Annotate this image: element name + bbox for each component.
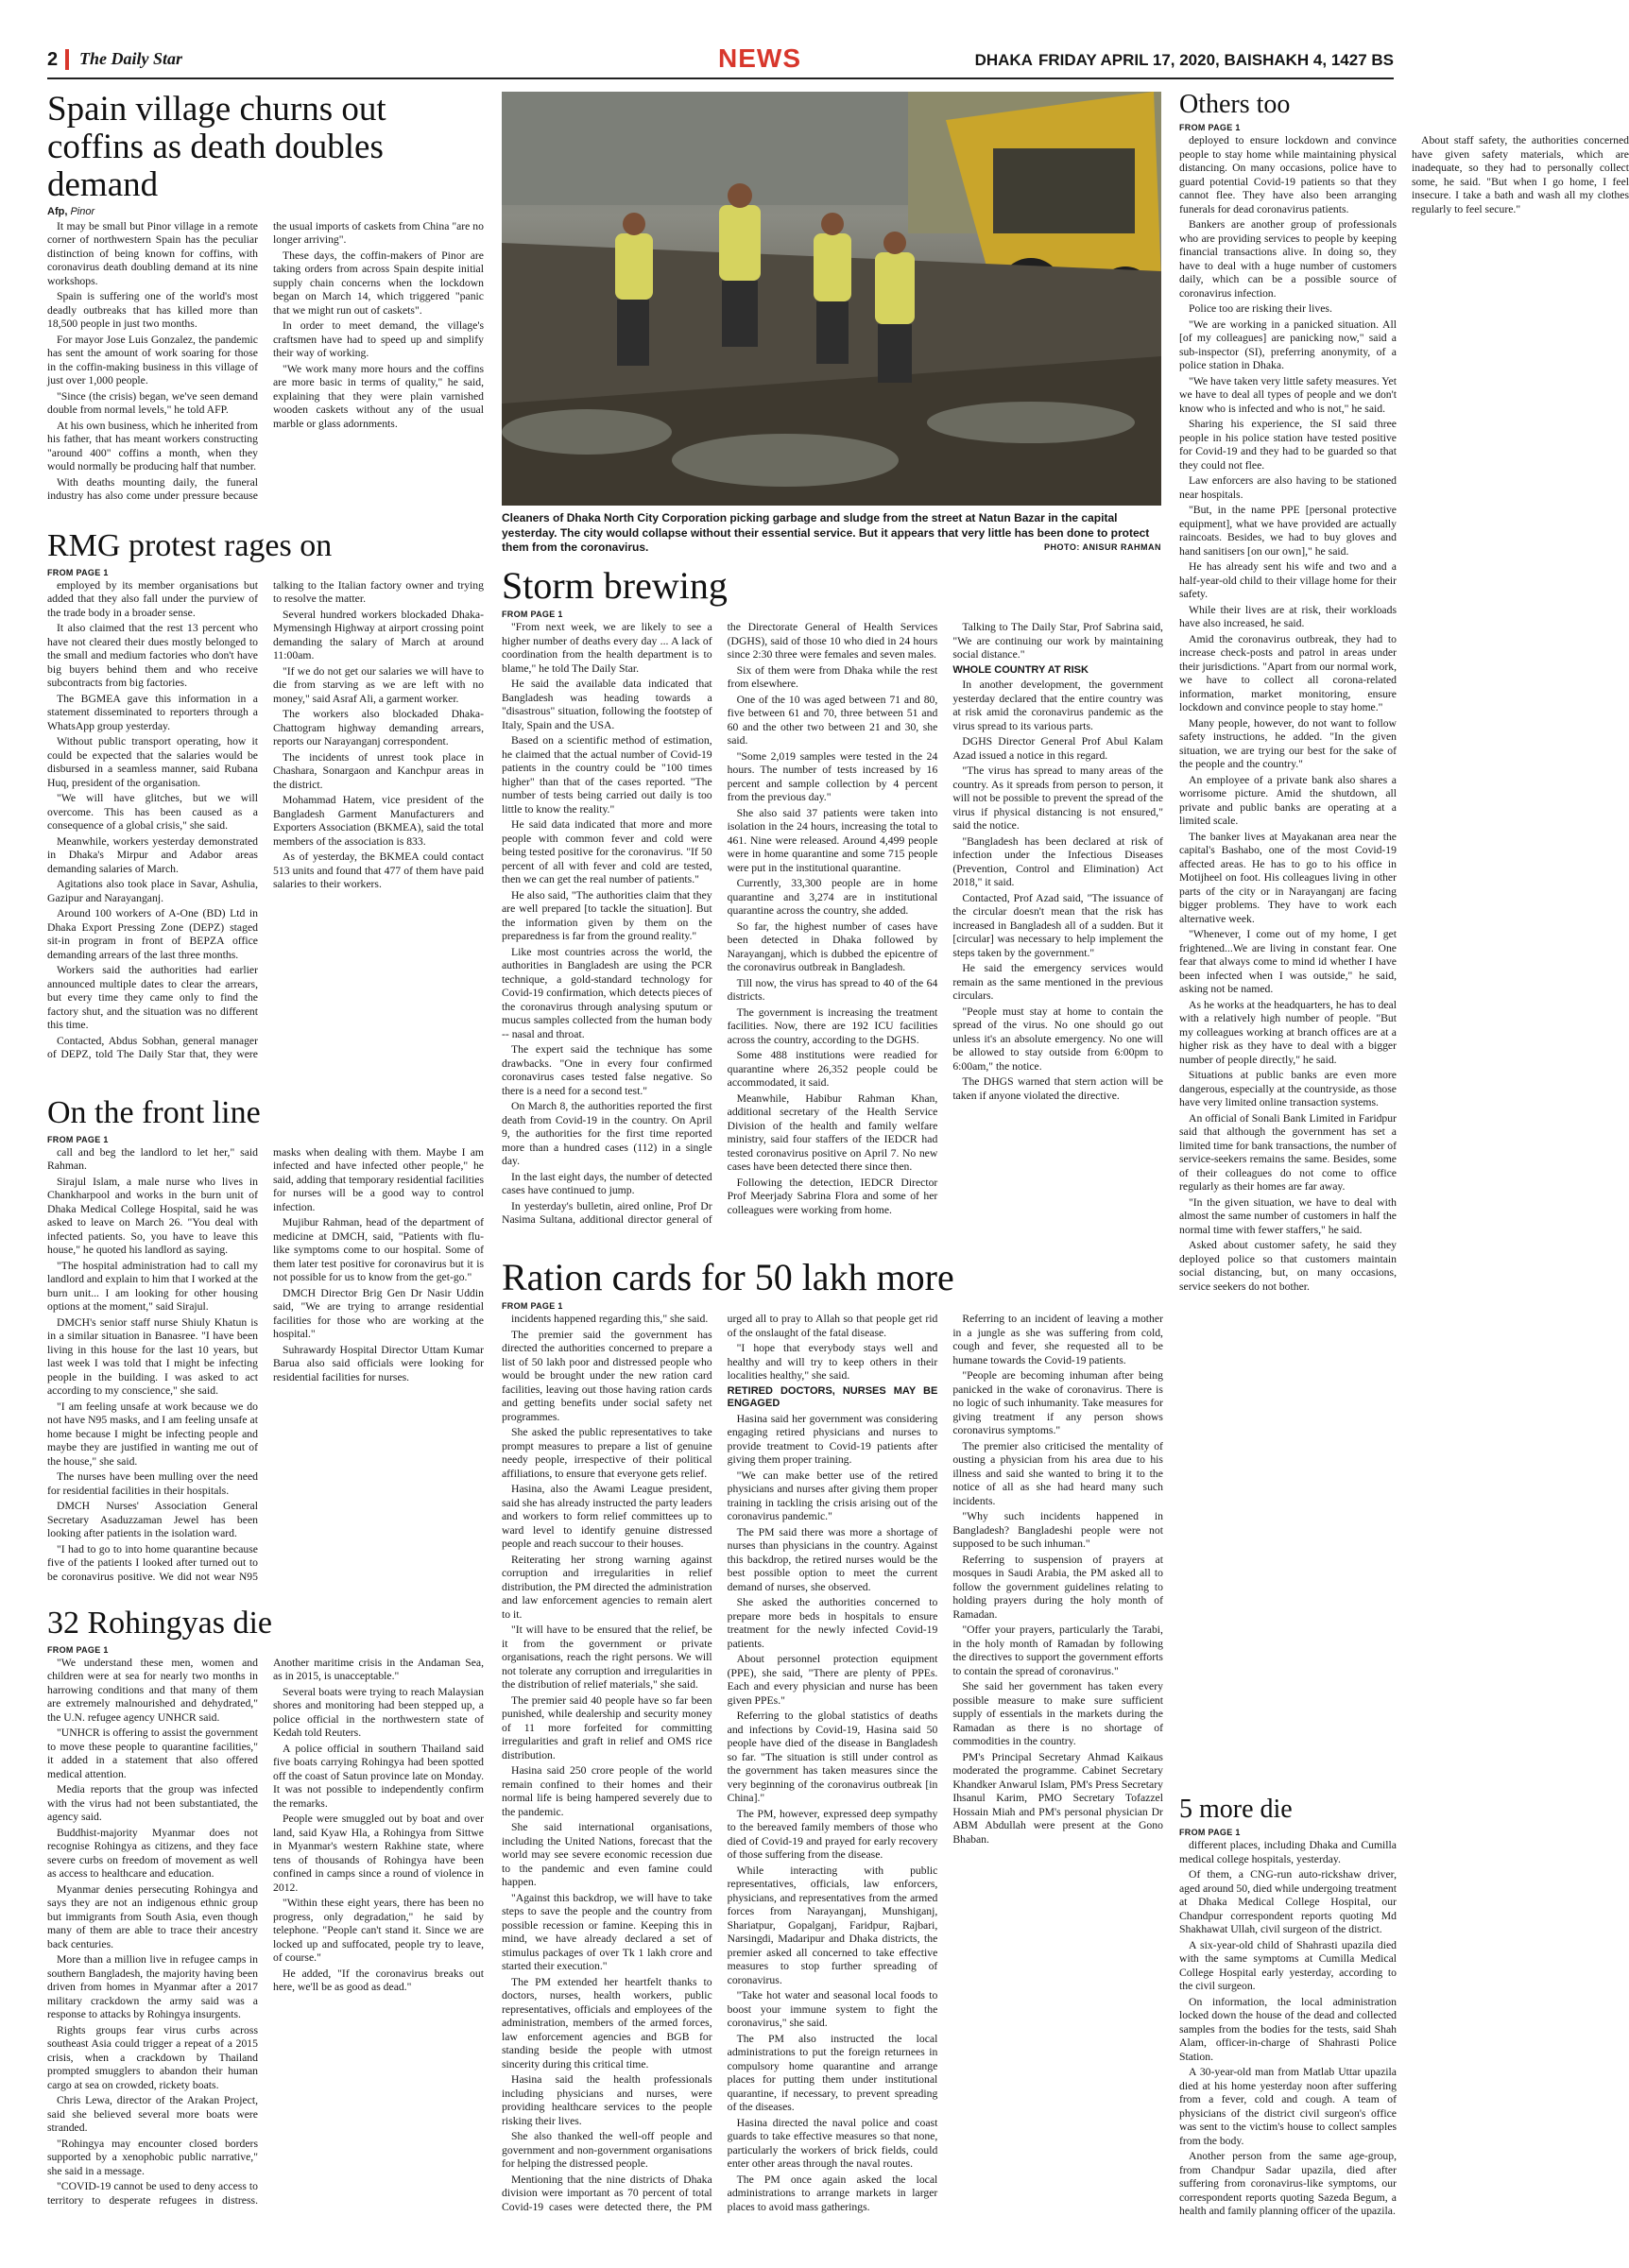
subheading-ration: RETIRED DOCTORS, NURSES MAY BE ENGAGED bbox=[727, 1384, 938, 1410]
byline-agency: Afp, bbox=[47, 205, 68, 217]
paragraph: "But, in the name PPE [personal protective equipment], what we have provided are actually raincoats. Besides, we had to buy gloves and hand sanitisers [on our own]," he said. bbox=[1179, 504, 1397, 558]
paragraph: Many people, however, do not want to follow safety instructions, he added. "In the given situation, we are trying our best for the sake of the people and the country." bbox=[1179, 716, 1397, 771]
body-fivemore bbox=[1179, 1839, 1397, 2236]
paragraph: Police too are risking their lives. bbox=[1189, 302, 1332, 316]
news-photo bbox=[502, 92, 1161, 506]
paragraph: One of the 10 was aged between 71 and 80, five between 61 and 70, three between 51 and 60 and the other two between 21 and 30, she said. bbox=[727, 693, 938, 747]
paragraph: DMCH Director Brig Gen Dr Nasir Uddin said, "We are trying to arrange residential facilities for those who are working at the hospital." bbox=[273, 1286, 484, 1341]
paragraph: It may be small but Pinor village in a remote corner of northwestern Spain has the peculiar distinction of being known for coffins, with coronavirus death doubling demand at its nine workshops. bbox=[47, 219, 258, 287]
paragraph: The PM once again asked the local administrations to arrange markets in larger places to avoid mass gatherings. bbox=[727, 2173, 938, 2213]
paragraph: Sharing his experience, the SI said three people in his police station have tested positive for Covid-19 and they had to be guarded so that they could not flee. bbox=[1179, 418, 1397, 472]
paragraph: "UNHCR is offering to assist the government to move these people to quarantine facilities," it added in a statement that also offered medical attention. bbox=[47, 1727, 258, 1780]
paragraph: Another person from the same age-group, from Chandpur Sadar upazila, died after suffering from coronavirus-like symptoms, our correspondent reports quoting Sazeda Begum, a health and family planning officer of the upazila. bbox=[1179, 2150, 1397, 2218]
paragraph: The PM, however, expressed deep sympathy to the bereaved family members of those who died of Covid-19 and prayed for early recovery of those suffering from the disease. bbox=[727, 1807, 938, 1862]
paragraph: Mentioning that the nine districts of Dhaka division were important as 70 percent of total Covid-19 cases were detected there, the PM urged all to pray to Allah so that people get rid of the onslaught of the fatal disease. bbox=[502, 1313, 938, 2213]
paragraph: "We are working in a panicked situation. All [of my colleagues] are panicking now," said a sub-inspector (SI), preferring anonymity, of a police station in Dhaka. bbox=[1179, 318, 1397, 372]
paragraph: At his own business, which he inherited from his father, that has meant workers constructing "around 400" coffins a month, when they would normally be producing half that number. bbox=[47, 419, 258, 473]
paragraph: As of yesterday, the BKMEA could contact 513 units and found that 477 of them have paid salaries to their workers. bbox=[273, 850, 484, 891]
paragraph: Law enforcers are also having to be stationed near hospitals. bbox=[1179, 474, 1397, 501]
paragraph: Contacted, Abdus Sobhan, general manager of DEPZ, told The Daily Star that, they were talking to the Italian factory owner and trying to resolve the matter. bbox=[47, 578, 484, 1061]
paragraph: Agitations also took place in Savar, Ashulia, Gazipur and Narayanganj. bbox=[47, 878, 258, 904]
paragraph: Rights groups fear virus curbs across southeast Asia could trigger a repeat of a 2015 crisis, when a crackdown by Thailand prompted smugglers to abandon their human cargo at sea on crowded, rickety boats. bbox=[47, 2023, 258, 2091]
paragraph: The nurses have been mulling over the need for residential facilities in their hospitals. bbox=[47, 1470, 258, 1497]
dateline bbox=[975, 51, 1394, 70]
paragraph: Contacted, Prof Azad said, "The issuance of the circular doesn't mean that the risk has increased in Bangladesh all of a sudden. But it [circular] was necessary to help implement the steps taken by the government." bbox=[952, 891, 1163, 959]
paragraph: With deaths mounting daily, the funeral industry has also come under pressure because the usual imports of caskets from China "are no longer arriving". bbox=[47, 219, 484, 503]
kicker-rmg: FROM PAGE 1 bbox=[47, 567, 109, 577]
paragraph: The PM extended her heartfelt thanks to doctors, nurses, health workers, public representatives, officials and employees of the administration, members of the armed forces, law enforcement agencies and BGB for standing beside the people with utmost sincerity during this critical time. bbox=[502, 1975, 712, 2070]
paragraph: DGHS Director General Prof Abul Kalam Azad issued a notice in this regard. bbox=[952, 735, 1163, 762]
paragraph: An employee of a private bank also shares a worrisome picture. Amid the shutdown, all private and public banks are operating at a limited scale. bbox=[1179, 773, 1397, 828]
paragraph: "Rohingya may encounter closed borders supported by a xenophobic public narrative," she said in a message. bbox=[47, 2137, 258, 2177]
paragraph: While their lives are at risk, their workloads have also increased, he said. bbox=[1179, 603, 1397, 630]
paragraph: Workers said the authorities had earlier announced multiple dates to clear the arrears, but every time they came only to find the factory shut, and the situation was no different this time. bbox=[47, 964, 258, 1032]
headline-rohingya: 32 Rohingyas die bbox=[47, 1606, 272, 1641]
paragraph: Referring to the global statistics of deaths and infections by Covid-19, Hasina said 50 people have died of the disease in Bangladesh so far. "The situation is still under control as the government has taken measures since the very beginning of the coronavirus outbreak [in China]." bbox=[727, 1710, 938, 1805]
paragraph: "In the given situation, we have to deal with almost the same number of customers in half the normal time with fewer staffers," he said. bbox=[1179, 1195, 1397, 1236]
paragraph: A 30-year-old man from Matlab Uttar upazila died at his home yesterday noon after suffering from a fever, cold and cough. A team of physicians of the district civil surgeon's office was sent to the victim's house to collect samples from the body. bbox=[1179, 2066, 1397, 2147]
paragraph: It also claimed that the rest 13 percent who have not cleared their dues mostly belonged to the small and medium factories who don't have big buyers behind them and who receive subcontracts from big factories. bbox=[47, 622, 258, 690]
paragraph: Several hundred workers blockaded Dhaka-Mymensingh Highway at airport crossing point demanding the salary of March at around 11:00am. bbox=[273, 608, 484, 662]
article-frontline bbox=[47, 1096, 484, 1597]
body-others bbox=[1179, 134, 1629, 1306]
paragraph: More than a million live in refugee camps in southern Bangladesh, the majority having been driven from homes in Myanmar after a 2017 military crackdown the army said was a response to attacks by Rohingya insurgents. bbox=[47, 1953, 258, 2021]
paragraph: Currently, 33,300 people are in home quarantine and 3,274 are in institutional quarantine across the country, she added. bbox=[727, 877, 938, 918]
paragraph: Mohammad Hatem, vice president of the Bangladesh Garment Manufacturers and Exporters Association (BKMEA), said the total members of the association is 833. bbox=[273, 794, 484, 848]
paragraph: incidents happened regarding this," she said. bbox=[511, 1313, 709, 1326]
kicker-storm: FROM PAGE 1 bbox=[502, 610, 563, 620]
paragraph: "Whenever, I come out of my home, I get frightened...We are living in constant fear. One fear that always come to mind id whether I have been infected when I was outside," he said, asking not be named. bbox=[1179, 928, 1397, 996]
paragraph: "I am feeling unsafe at work because we do not have N95 masks, and I am feeling unsafe at home because I might be infecting people and maybe they are justified in wanting me out of the house," she said. bbox=[47, 1400, 258, 1468]
paragraph: The premier said the government has directed the authorities concerned to prepare a list of 50 lakh poor and distressed people who would be brought under the new ration card facilities, leaving out those having ration cards and getting benefits under social safety net programmes. bbox=[502, 1328, 712, 1423]
paragraph: On March 8, the authorities reported the first death from Covid-19 in the country. On April 9, the authorities for the first time reported more than a hundred cases (112) in a single day. bbox=[502, 1100, 712, 1168]
paragraph: different places, including Dhaka and Cumilla medical college hospitals, yesterday. bbox=[1179, 1839, 1397, 1865]
paragraph: Amid the coronavirus outbreak, they had to increase check-posts and patrol in areas under their jurisdictions. "Apart from our normal work, we have to collect all corona-related information, market monitoring, ensure lockdown and convince people to stay home." bbox=[1179, 632, 1397, 714]
paragraph: "People are becoming inhuman after being panicked in the wake of coronavirus. There is no logic of such inhumanity. Take measures for giving treatment if any person shows coronavirus symptoms." bbox=[952, 1369, 1163, 1437]
body-rmg bbox=[47, 579, 484, 1080]
paragraph: An official of Sonali Bank Limited in Faridpur said that although the government has set a limited time for bank transactions, the number of service-seekers remains the same. Besides, some of their colleagues do not come to office regularly as their homes are far away. bbox=[1179, 1111, 1397, 1194]
kicker-others: FROM PAGE 1 bbox=[1179, 123, 1241, 133]
paragraph: "We work many more hours and the coffins are more basic in terms of quality," he said, explaining that they were plain varnished wooden caskets without any of the usual marble or glass adornments. bbox=[273, 362, 484, 430]
paragraph: "Offer your prayers, particularly the Tarabi, in the holy month of Ramadan by following the directives to support the government efforts to contain the spread of coronavirus." bbox=[952, 1624, 1163, 1677]
paragraph: Situations at public banks are even more dangerous, especially at the countryside, as those have very limited online transaction systems. bbox=[1179, 1069, 1397, 1109]
paragraph: Media reports that the group was infected with the virus had not been substantiated, the agency said. bbox=[47, 1783, 258, 1824]
paragraph: Hasina said the health professionals including physicians and nurses, were providing healthcare services to the people risking their lives. bbox=[502, 2073, 712, 2127]
paragraph: "Why such incidents happened in Bangladesh? Bangladeshi people were not supposed to be such inhuman." bbox=[952, 1510, 1163, 1551]
paragraph: Some 488 institutions were readied for quarantine where 26,352 people could be accommodated, it said. bbox=[727, 1049, 938, 1090]
paragraph: Based on a scientific method of estimation, he claimed that the actual number of Covid-19 patients in the country could be "100 times higher" than that of the cases reported. "The number of tests being carried out daily is too little to know the reality." bbox=[502, 734, 712, 816]
dateline-city: DHAKA bbox=[974, 51, 1033, 69]
byline-place: Pinor bbox=[70, 205, 95, 217]
paragraph: In another development, the government yesterday declared that the entire country was at risk amid the coronavirus pandemic as the virus spread to its various parts. bbox=[952, 679, 1163, 732]
paragraph: He added, "If the coronavirus breaks out here, we'll be as good as dead." bbox=[273, 1967, 484, 1994]
article-ration bbox=[502, 1257, 1163, 2240]
paper-logo: The Daily Star bbox=[79, 49, 183, 68]
article-others bbox=[1179, 90, 1629, 1310]
paragraph: Without public transport operating, how it could be expected that the salaries would be disbursed in a seamless manner, said Rubana Huq, president of the organisation. bbox=[47, 735, 258, 789]
byline-spain bbox=[47, 206, 484, 217]
photo-credit: PHOTO: ANISUR RAHMAN bbox=[1044, 542, 1161, 553]
photo-caption bbox=[502, 511, 1161, 556]
paragraph: The incidents of unrest took place in Chashara, Sonargaon and Kanchpur areas in the district. bbox=[273, 750, 484, 791]
paragraph: He also said, "The authorities claim that they are well prepared [to tackle the situation]. But the information given by them on the preparedness is far from the ground reality." bbox=[502, 888, 712, 943]
paragraph: So far, the highest number of cases have been detected in Dhaka followed by Narayanganj, which is dubbed the epicentre of the coronavirus outbreak in Bangladesh. bbox=[727, 919, 938, 974]
paragraph: Of them, a CNG-run auto-rickshaw driver, aged around 50, died while undergoing treatment at Dhaka Medical College Hospital, our Chandpur correspondent reports quoting Md Shakhawat Ullah, civil surgeon of the district. bbox=[1179, 1868, 1397, 1936]
paragraph: Reiterating her strong warning against corruption and irregularities in relief distribution, the PM directed the administration and law enforcement agencies to remain alert to it. bbox=[502, 1553, 712, 1621]
paragraph: Sirajul Islam, a male nurse who lives in Chankharpool and works in the burn unit of Dhaka Medical College Hospital, said he was asked to leave on March 26. "You deal with infected patients. So, you have to leave this house," he quoted his landlord as saying. bbox=[47, 1175, 258, 1257]
paragraph: "I hope that everybody stays well and healthy and will try to keep others in their localities healthy," she said. bbox=[727, 1342, 938, 1383]
paragraph: "Take hot water and seasonal local foods to boost your immune system to fight the coronavirus," she said. bbox=[727, 1989, 938, 2030]
paragraph: PM's Principal Secretary Ahmad Kaikaus moderated the programme. Cabinet Secretary Khandker Anwarul Islam, PM's Press Secretary Ihsanul Karim, PMO Secretary Tofazzel Hossain Miah and PM's personal physician Dr ABM Abdullah were present at the Gono Bhaban. bbox=[952, 1750, 1163, 1846]
paragraph: Following the detection, IEDCR Director Prof Meerjady Sabrina Flora and some of her colleagues were working from home. bbox=[727, 1176, 938, 1216]
paragraph: The premier said 40 people have so far been punished, while dealership and security money of 11 more forfeited for committing irregularities and graft in relief and OMS rice distribution. bbox=[502, 1693, 712, 1761]
article-rohingya bbox=[47, 1606, 484, 2240]
paragraph: The banker lives at Mayakanan area near the capital's Bashabo, one of the most Covid-19 affected areas. He has to go to his office in Motijheel on foot. His colleagues living in other parts of the city or in Narayanganj are facing bigger problems. They have to work each alternative week. bbox=[1179, 830, 1397, 925]
paragraph: "From next week, we are likely to see a higher number of deaths every day ... A lack of coordination from the health department is to blame," he told The Daily Star. bbox=[502, 621, 712, 675]
paragraph: Mujibur Rahman, head of the department of medicine at DMCH, said, "Patients with flu-like symptoms come to our hospital. Some of them later test positive for coronavirus but it is not possible for us to know from the get-go." bbox=[273, 1216, 484, 1284]
paragraph: DMCH's senior staff nurse Shiuly Khatun is in a similar situation in Banasree. "I have been living in this house for the last 10 years, but last week I was told that I might be infecting people in the building. I was asked to act according to my conscience," she said. bbox=[47, 1315, 258, 1398]
headline-others: Others too bbox=[1179, 90, 1291, 119]
headline-frontline: On the front line bbox=[47, 1095, 261, 1130]
paragraph: Buddhist-majority Myanmar does not recognise Rohingya as citizens, and they face severe curbs on freedom of movement as well as access to healthcare and education. bbox=[47, 1826, 258, 1881]
cleaners-illustration bbox=[502, 92, 1161, 506]
paragraph: Hasina, also the Awami League president, said she has already instructed the party leaders and workers to form relief committees up to ward level to identify genuine distressed people and reach succour to their houses. bbox=[502, 1483, 712, 1551]
paragraph: employed by its member organisations but added that they also fall under the purview of the trade body in a broader sense. bbox=[47, 578, 258, 619]
paragraph: In yesterday's bulletin, aired online, Prof Dr Nasima Sultana, additional director general of the Directorate General of Health Services (DGHS), said of those 10 who died in 24 hours since 2:30 three were females and seven males. bbox=[502, 621, 938, 1227]
paragraph: "I had to go to into home quarantine because five of the patients I looked after turned out to be coronavirus positive. We did not wear N95 masks when dealing with them. Maybe I am infected and have infected other people," he said, adding that temporary residential facilities for nurses will be a good way to control infection. bbox=[47, 1145, 484, 1583]
paragraph: He said the available data indicated that Bangladesh was heading towards a "disastrous" situation, following the footstep of Italy, Spain and the USA. bbox=[502, 678, 712, 731]
paragraph: She said her government has taken every possible measure to make sure sufficient supply of essentials in the markets during the Ramadan as there is no shortage of commodities in the country. bbox=[952, 1680, 1163, 1748]
paragraph: The expert said the technique has some drawbacks. "One in every four confirmed coronavirus cases tested false negative. So there is a need for a second test." bbox=[502, 1043, 712, 1097]
paragraph: While interacting with public representatives, officials, law enforcers, physicians, and representatives from the armed forces from Narayanganj, Munshiganj, Shariatpur, Gopalganj, Faridpur, Rajbari, Narsingdi, Madaripur and Dhaka districts, the premier asked all concerned to take effective measures to stop further spreading of coronavirus. bbox=[727, 1864, 938, 1986]
paragraph: call and beg the landlord to let her," said Rahman. bbox=[47, 1145, 258, 1173]
headline-storm: Storm brewing bbox=[502, 564, 728, 607]
paragraph: She also said 37 patients were taken into isolation in the 24 hours, increasing the total to 461. Nine were released. Around 4,499 people were in home quarantine and some 715 people were put in the institutional quarantine. bbox=[727, 806, 938, 874]
paragraph: The premier also criticised the mentality of ousting a physician from his area due to his illness and said she wanted to bring it to the notice of all as she had heard many such incidents. bbox=[952, 1439, 1163, 1507]
headline-ration: Ration cards for 50 lakh more bbox=[502, 1256, 954, 1298]
body-storm bbox=[502, 621, 1163, 1235]
paragraph: On information, the local administration locked down the house of the dead and collected samples from the bodies for the tests, said Shah Alam, officer-in-charge of Shahrasti Police Station. bbox=[1179, 1995, 1397, 2063]
paragraph: For mayor Jose Luis Gonzalez, the pandemic has sent the amount of work soaring for those in the coffin-making business in this village of just over 1,000 people. bbox=[47, 333, 258, 387]
paragraph: Myanmar denies persecuting Rohingya and says they are not an indigenous ethnic group but immigrants from South Asia, even though many of them are able to trace their ancestry back centuries. bbox=[47, 1882, 258, 1950]
paragraph: "It will have to be ensured that the relief, be it from the government or private organisations, reach the right persons. We will not tolerate any corruption and irregularities in the distribution of relief materials," she said. bbox=[502, 1624, 712, 1692]
paragraph: He said the emergency services would remain as the same mentioned in the previous circulars. bbox=[952, 962, 1163, 1003]
paragraph: As he works at the headquarters, he has to deal with a relatively high number of people. "But my colleagues working at branch offices are at a higher risk as they have to deal with a bigger number of people directly," he said. bbox=[1179, 998, 1397, 1066]
paragraph: She also thanked the well-off people and government and non-government organisations for helping the distressed people. bbox=[502, 2130, 712, 2171]
paragraph: The workers also blockaded Dhaka-Chattogram highway demanding arrears, reports our Narayanganj correspondent. bbox=[273, 708, 484, 748]
headline-fivemore: 5 more die bbox=[1179, 1795, 1293, 1824]
paragraph: The PM said there was more a shortage of nurses than physicians in the country. Against this backdrop, the retired nurses would be the best possible option to meet the current demand of nurses, she observed. bbox=[727, 1525, 938, 1593]
paragraph: Referring to suspension of prayers at mosques in Saudi Arabia, the PM asked all to follow the government guidelines relating to holding prayers during the holy month of Ramadan. bbox=[952, 1553, 1163, 1621]
paragraph: About personnel protection equipment (PPE), she said, "There are plenty of PPEs. Each and every physician and nurse has been given PPEs." bbox=[727, 1653, 938, 1707]
paragraph: He has already sent his wife and two and a half-year-old child to their village home for their safety. bbox=[1179, 560, 1397, 601]
paragraph: "COVID-19 cannot be used to deny access to territory to desperate refugees in distress. Another maritime crisis in the Andaman Sea, as in 2015, is unacceptable." bbox=[47, 1656, 484, 2207]
paragraph: "Some 2,019 samples were tested in the 24 hours. The number of tests increased by 16 percent and sample collection by 4 percent from the previous day." bbox=[727, 749, 938, 804]
paragraph: He said data indicated that more and more people with common fever and cold were being tested positive for the coronavirus. "If 50 percent of all with fever and cold are tested, then we can get the real number of patients." bbox=[502, 818, 712, 886]
paragraph: In the last eight days, the number of detected cases have continued to jump. bbox=[502, 1170, 712, 1197]
page-number-divider bbox=[65, 49, 69, 70]
paragraph: She asked the authorities concerned to prepare more beds in hospitals to ensure treatment for the newly infected Covid-19 patients. bbox=[727, 1596, 938, 1650]
paragraph: Asked about customer safety, he said they deployed police so that customers maintain social distancing, but, on many occasions, service seekers do not bother. bbox=[1179, 1239, 1397, 1293]
paragraph: In order to meet demand, the village's craftsmen have had to speed up and simplify their way of working. bbox=[273, 319, 484, 360]
kicker-fivemore: FROM PAGE 1 bbox=[1179, 1828, 1241, 1838]
paragraph: Hasina said her government was considering engaging retired physicians and nurses to provide treatment to Covid-19 patients after giving them proper training. bbox=[727, 1412, 938, 1467]
paragraph: Suhrawardy Hospital Director Uttam Kumar Barua also said officials were looking for residential facilities for nurses. bbox=[273, 1343, 484, 1383]
paragraph: She said international organisations, including the United Nations, forecast that the world may see severe economic recession due to the pandemic and even famine could happen. bbox=[502, 1821, 712, 1889]
paragraph: "Against this backdrop, we will have to take steps to save the people and the country from possible recession or famine. Keeping this in mind, we have already declared a set of stimulus packages of over Tk 1 lakh crore and started their execution." bbox=[502, 1891, 712, 1973]
paragraph: deployed to ensure lockdown and convince people to stay home while maintaining physical distancing. On many occasions, police have to guard potential Covid-19 patients so that they cannot flee. They have also been arranging funerals for dead coronavirus patients. bbox=[1179, 134, 1397, 215]
page-number: 2 bbox=[47, 49, 59, 70]
section-title: NEWS bbox=[718, 43, 801, 73]
paragraph: People were smuggled out by boat and over land, said Kyaw Hla, a Rohingya from Sittwe in Myanmar's western Rakhine state, where tens of thousands of Rohingya have been confined in camps since a round of violence in 2012. bbox=[273, 1813, 484, 1894]
paragraph: DMCH Nurses' Association General Secretary Asaduzzaman Jewel has been looking after patients in the isolation ward. bbox=[47, 1500, 258, 1540]
paragraph: Several boats were trying to reach Malaysian shores and monitoring had been stepped up, a police official in the northwestern state of Kedah told Reuters. bbox=[273, 1685, 484, 1740]
paragraph: Till now, the virus has spread to 40 of the 64 districts. bbox=[727, 976, 938, 1004]
paragraph: Hasina said 250 crore people of the world remain confined to their homes and their normal life is being hampered severely due to the pandemic. bbox=[502, 1764, 712, 1818]
dateline-date: FRIDAY APRIL 17, 2020, BAISHAKH 4, 1427 BS bbox=[1037, 51, 1394, 69]
kicker-rohingya: FROM PAGE 1 bbox=[47, 1644, 109, 1655]
paragraph: "People must stay at home to contain the spread of the virus. No one should go out unless it's an absolute emergency. No one will be allowed to stay outside from 6:00pm to 6:00am," the notice. bbox=[952, 1005, 1163, 1073]
paragraph: "Within these eight years, there has been no progress, only degradation," he said by telephone. "People can't stand it. Since we are locked up and suffocated, people try to leave, of course." bbox=[273, 1897, 484, 1965]
paragraph: Hasina directed the naval police and coast guards to take effective measures so that none, particularly the workers of brick fields, could enter other areas through the naval routes. bbox=[727, 2116, 938, 2171]
kicker-frontline: FROM PAGE 1 bbox=[47, 1134, 109, 1144]
paragraph: Chris Lewa, director of the Arakan Project, said she believed several more boats were stranded. bbox=[47, 2094, 258, 2135]
kicker-ration: FROM PAGE 1 bbox=[502, 1301, 563, 1312]
paragraph: Six of them were from Dhaka while the rest from elsewhere. bbox=[727, 663, 938, 691]
paragraph: "We understand these men, women and children were at sea for nearly two months in harrowing conditions and that many of them are extremely malnourished and dehydrated," the U.N. refugee agency UNHCR said. bbox=[47, 1656, 258, 1724]
body-rohingya bbox=[47, 1657, 484, 2233]
paragraph: "Bangladesh has been declared at risk of infection under the Infectious Diseases (Prevention, Control and Elimination) Act 2018," it said. bbox=[952, 834, 1163, 889]
paragraph: These days, the coffin-makers of Pinor are taking orders from across Spain despite initial supply chain concerns when the lockdown began on March 14, which triggered "panic that we might run out of caskets". bbox=[273, 249, 484, 317]
paragraph: Spain is suffering one of the world's most deadly outbreaks that has killed more than 18,500 people in just two months. bbox=[47, 290, 258, 331]
paragraph: Talking to The Daily Star, Prof Sabrina said, "We are continuing our work by maintaining social distance." bbox=[952, 621, 1163, 662]
paragraph: The PM also instructed the local administrations to put the foreign returnees in compulsory home quarantine and arrange places for putting them under institutional quarantine, if necessary, to prevent spreading of the diseases. bbox=[727, 2032, 938, 2114]
paragraph: "We will have glitches, but we will overcome. This has been caused as a consequence of a global crisis," she said. bbox=[47, 792, 258, 833]
body-frontline bbox=[47, 1146, 484, 1590]
paragraph: Around 100 workers of A-One (BD) Ltd in Dhaka Export Pressing Zone (DEPZ) staged sit-in program in front of BEPZA office demanding arrears of the last three months. bbox=[47, 907, 258, 961]
paragraph: The BGMEA gave this information in a statement disseminated to reporters through a WhatsApp group yesterday. bbox=[47, 692, 258, 732]
body-ration bbox=[502, 1313, 1163, 2229]
subheading-storm: WHOLE COUNTRY AT RISK bbox=[952, 663, 1089, 676]
article-fivemore bbox=[1179, 1796, 1397, 2240]
paragraph: Like most countries across the world, the authorities in Bangladesh are using the PCR technique, a gold-standard technology for Covid-19 confirmation, which detects pieces of the coronavirus through analysing sputum or mucus samples collected from the human body -- nasal and throat. bbox=[502, 945, 712, 1040]
paragraph: "We have taken very little safety measures. Yet we have to deal all types of people and we don't know who is infected and who is not," he said. bbox=[1179, 374, 1397, 415]
paragraph: Meanwhile, Habibur Rahman Khan, additional secretary of the Health Service Division of the health and family welfare ministry, said four staffers of the IEDCR had tested coronavirus positive on April 7. No new cases have been detected there since then. bbox=[727, 1091, 938, 1174]
paragraph: She asked the public representatives to take prompt measures to prepare a list of genuine needy people, irrespective of their political affiliations, to ensure that everyone gets relief. bbox=[502, 1426, 712, 1480]
paragraph: A police official in southern Thailand said five boats carrying Rohingya had been spotted off the coast of Satun province late on Monday. It was not possible to independently confirm the remarks. bbox=[273, 1742, 484, 1810]
paragraph: The DHGS warned that stern action will be taken if anyone violated the directive. bbox=[952, 1075, 1163, 1102]
paragraph: About staff safety, the authorities concerned have given safety materials, which are inadequate, so they had to personally collect some, he said. "But when I go home, I feel insecure. I take a bath and wash all my clothes regularly to feel secure." bbox=[1412, 134, 1629, 215]
paragraph: Bankers are another group of professionals who are providing services to people by keeping financial transactions alive. In doing so, they have to deal with a huge number of customers daily, which can be a possible source of coronavirus infection. bbox=[1179, 218, 1397, 300]
paragraph: "Since (the crisis) began, we've seen demand double from normal levels," he told AFP. bbox=[47, 389, 258, 417]
masthead bbox=[47, 45, 1394, 74]
article-rmg bbox=[47, 529, 484, 1087]
paragraph: A six-year-old child of Shahrasti upazila died with the same symptoms at Cumilla Medical College Hospital early yesterday, according to the civil surgeon. bbox=[1179, 1938, 1397, 1993]
article-spain bbox=[47, 91, 484, 525]
masthead-rule bbox=[47, 77, 1394, 79]
paragraph: Meanwhile, workers yesterday demonstrated in Dhaka's Mirpur and Adabor areas demanding salaries of March. bbox=[47, 834, 258, 875]
caption-text: Cleaners of Dhaka North City Corporation picking garbage and sludge from the street at Natun Bazar in the capital yesterday. The city would collapse without their essential service. But it appears that very little has been done to protect them from the coronavirus. bbox=[502, 511, 1150, 555]
paragraph: "We can make better use of the retired physicians and nurses after giving them proper training in tackling the crisis arising out of the coronavirus pandemic." bbox=[727, 1469, 938, 1523]
headline-spain: Spain village churns out coffins as death doubles demand bbox=[47, 90, 386, 204]
headline-rmg: RMG protest rages on bbox=[47, 528, 333, 563]
paragraph: "The virus has spread to many areas of the country. As it spreads from person to person, it will not be possible to prevent the spread of the virus if physical distancing is not ensured," said the notice. bbox=[952, 765, 1163, 833]
paragraph: The government is increasing the treatment facilities. Now, there are 192 ICU facilities across the country, according to the DGHS. bbox=[727, 1005, 938, 1046]
article-storm bbox=[502, 565, 1163, 1247]
paragraph: "If we do not get our salaries we will have to die from starving as we are left with no money," said Asraf Ali, a garment worker. bbox=[273, 664, 484, 705]
paragraph: Referring to an incident of leaving a mother in a jungle as she was suffering from cold, cough and fever, she requested all to be humane towards the Covid-19 patients. bbox=[952, 1313, 1163, 1366]
paragraph: "The hospital administration had to call my landlord and explain to him that I worked at the burn unit... I am looking for other housing options at the moment," said Sirajul. bbox=[47, 1259, 258, 1314]
body-spain bbox=[47, 220, 484, 513]
